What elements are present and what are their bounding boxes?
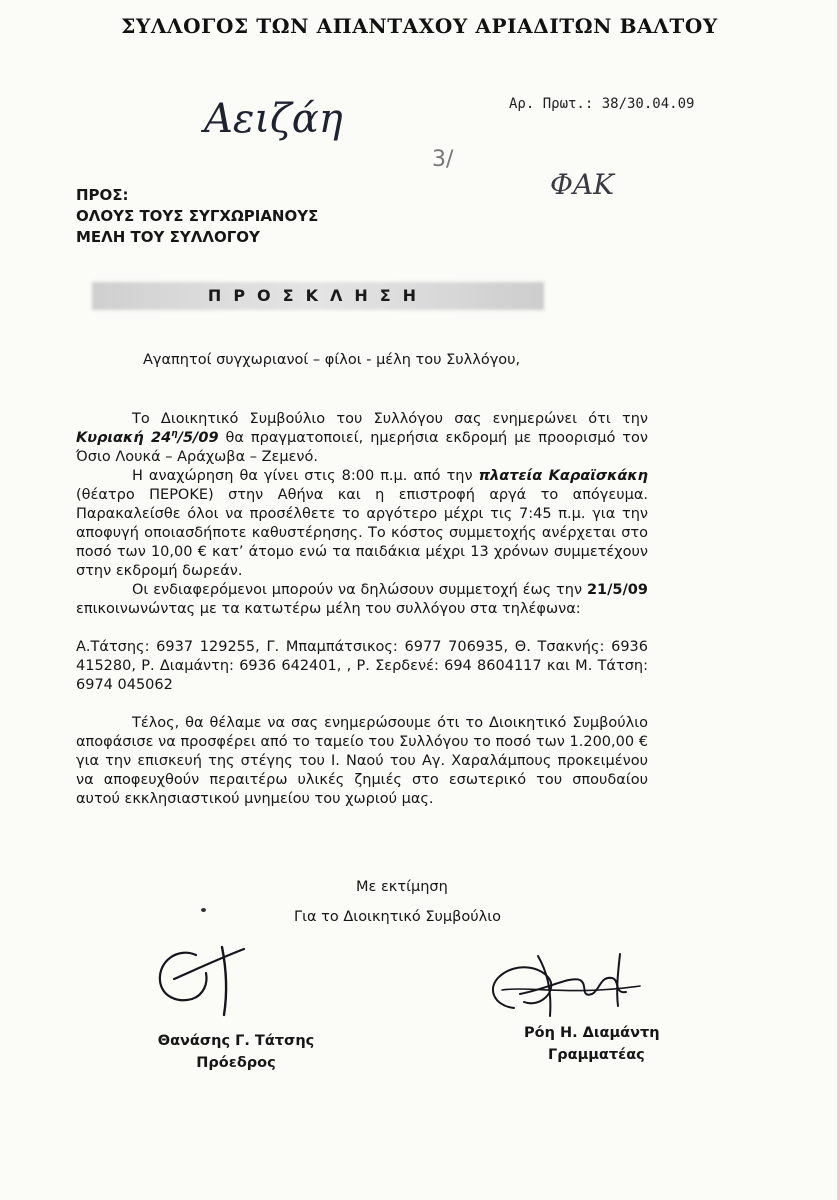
handwritten-note-top-left (200, 80, 350, 150)
signatory-left-name: Θανάσης Γ. Τάτσης (157, 1033, 315, 1049)
recipients-block (76, 185, 318, 248)
contacts-list: Α.Τάτσης: 6937 129255, Γ. Μπαμπάτσικος: 6977 706935, Θ. Τσακνής: 6936 415280, Ρ. Διαμάντη: 6936 642401, , Ρ. Σερδενέ: 694 8604117 και Μ. Τάτση: 6974 045062 (76, 639, 648, 693)
handwritten-note-text: Αειζάη (204, 96, 343, 142)
departure-place: πλατεία Καραϊσκάκη (478, 468, 648, 484)
closing-regards-text: Με εκτίμηση (356, 879, 448, 895)
trip-date: Κυριακή 24 (76, 430, 172, 446)
signature-left (148, 933, 258, 1028)
organization-title: ΣΥΛΛΟΓΟΣ ΤΩΝ ΑΠΑΝΤΑΧΟΥ ΑΡΙΑΔΙΤΩΝ ΒΑΛΤΟΥ (121, 14, 718, 38)
signature-right (480, 936, 650, 1026)
invitation-title: ΠΡΟΣΚΛΗΣΗ (207, 286, 429, 305)
registration-intro: Οι ενδιαφερόμενοι μπορούν να δηλώσουν συμμετοχή έως την (132, 582, 587, 598)
paragraph-trip-details: θα πραγματοποιεί, ημερήσια εκδρομή με προορισμό τον Όσιο Λουκά – Αράχωβα – Ζεμενό. (76, 430, 648, 465)
trip-date-rest: /5/09 (177, 430, 219, 446)
signatory-right (524, 1022, 660, 1066)
handwritten-mark (428, 140, 478, 175)
handwritten-note-top-right (546, 160, 686, 205)
paragraph-departure (76, 467, 648, 581)
departure-details: (θέατρο ΠΕΡΟΚΕ) στην Αθήνα και η επιστροφή αργά το απόγευμα. Παρακαλείσθε όλοι να προσέλθετε το αργότερο μέχρι τις 7:45 π.μ. για την αποφυγή οποιασδήποτε καθυστέρησης. Το κόστος συμμετοχής ανέρχεται στο ποσό των 10,00 € κατ’ άτομο ενώ τα παιδάκια μέχρι 13 χρόνων συμμετέχουν στην εκδρομή δωρεάν. (76, 487, 648, 579)
recipients-line-2: ΜΕΛΗ ΤΟΥ ΣΥΛΛΟΓΟΥ (76, 228, 260, 246)
departure-intro: Η αναχώρηση θα γίνει στις 8:00 π.μ. από την (132, 468, 479, 484)
recipients-label: ΠΡΟΣ: (76, 186, 129, 204)
signatory-right-role: Γραμματέας (548, 1047, 645, 1063)
recipients-line-1: ΟΛΟΥΣ ΤΟΥΣ ΣΥΓΧΩΡΙΑΝΟΥΣ (76, 207, 319, 225)
signatory-right-name: Ρόη Η. Διαμάντη (524, 1025, 660, 1041)
ink-dot (201, 908, 206, 912)
handwritten-note-right-text: ΦΑΚ (550, 168, 615, 201)
protocol-number: Αρ. Πρωτ.: 38/30.04.09 (509, 96, 695, 112)
closing-board: Για το Διοικητικό Συμβούλιο (294, 909, 502, 925)
letter-body (76, 410, 648, 809)
trip-date-suffix: η (171, 429, 178, 439)
paragraph-registration (76, 581, 648, 619)
paragraph-trip (76, 410, 648, 467)
signatory-left (151, 1030, 321, 1074)
registration-details: επικοινωνώντας με τα κατωτέρω μέλη του συλλόγου στα τηλέφωνα: (76, 601, 581, 617)
greeting: Αγαπητοί συγχωριανοί – φίλοι - μέλη του Συλλόγου, (143, 352, 521, 368)
paragraph-trip-intro: Το Διοικητικό Συμβούλιο του Συλλόγου σας ενημερώνει ότι την (132, 411, 648, 427)
paragraph-donation: Τέλος, θα θέλαμε να σας ενημερώσουμε ότι το Διοικητικό Συμβούλιο αποφάσισε να προσφέρει από το ταμείο του Συλλόγου το ποσό των 1.200,00 € για την επισκευή της στέγης του Ι. Ναού του Αγ. Χαραλάμπους προκειμένου να αποφευχθούν περαιτέρω υλικές ζημιές στο εσωτερικό του σπουδαίου αυτού εκκλησιαστικού μνημείου του χωριού μας. (76, 715, 648, 807)
signatory-left-role: Πρόεδρος (196, 1055, 276, 1071)
registration-deadline: 21/5/09 (586, 582, 648, 598)
handwritten-mark-text: 3/ (432, 147, 454, 172)
